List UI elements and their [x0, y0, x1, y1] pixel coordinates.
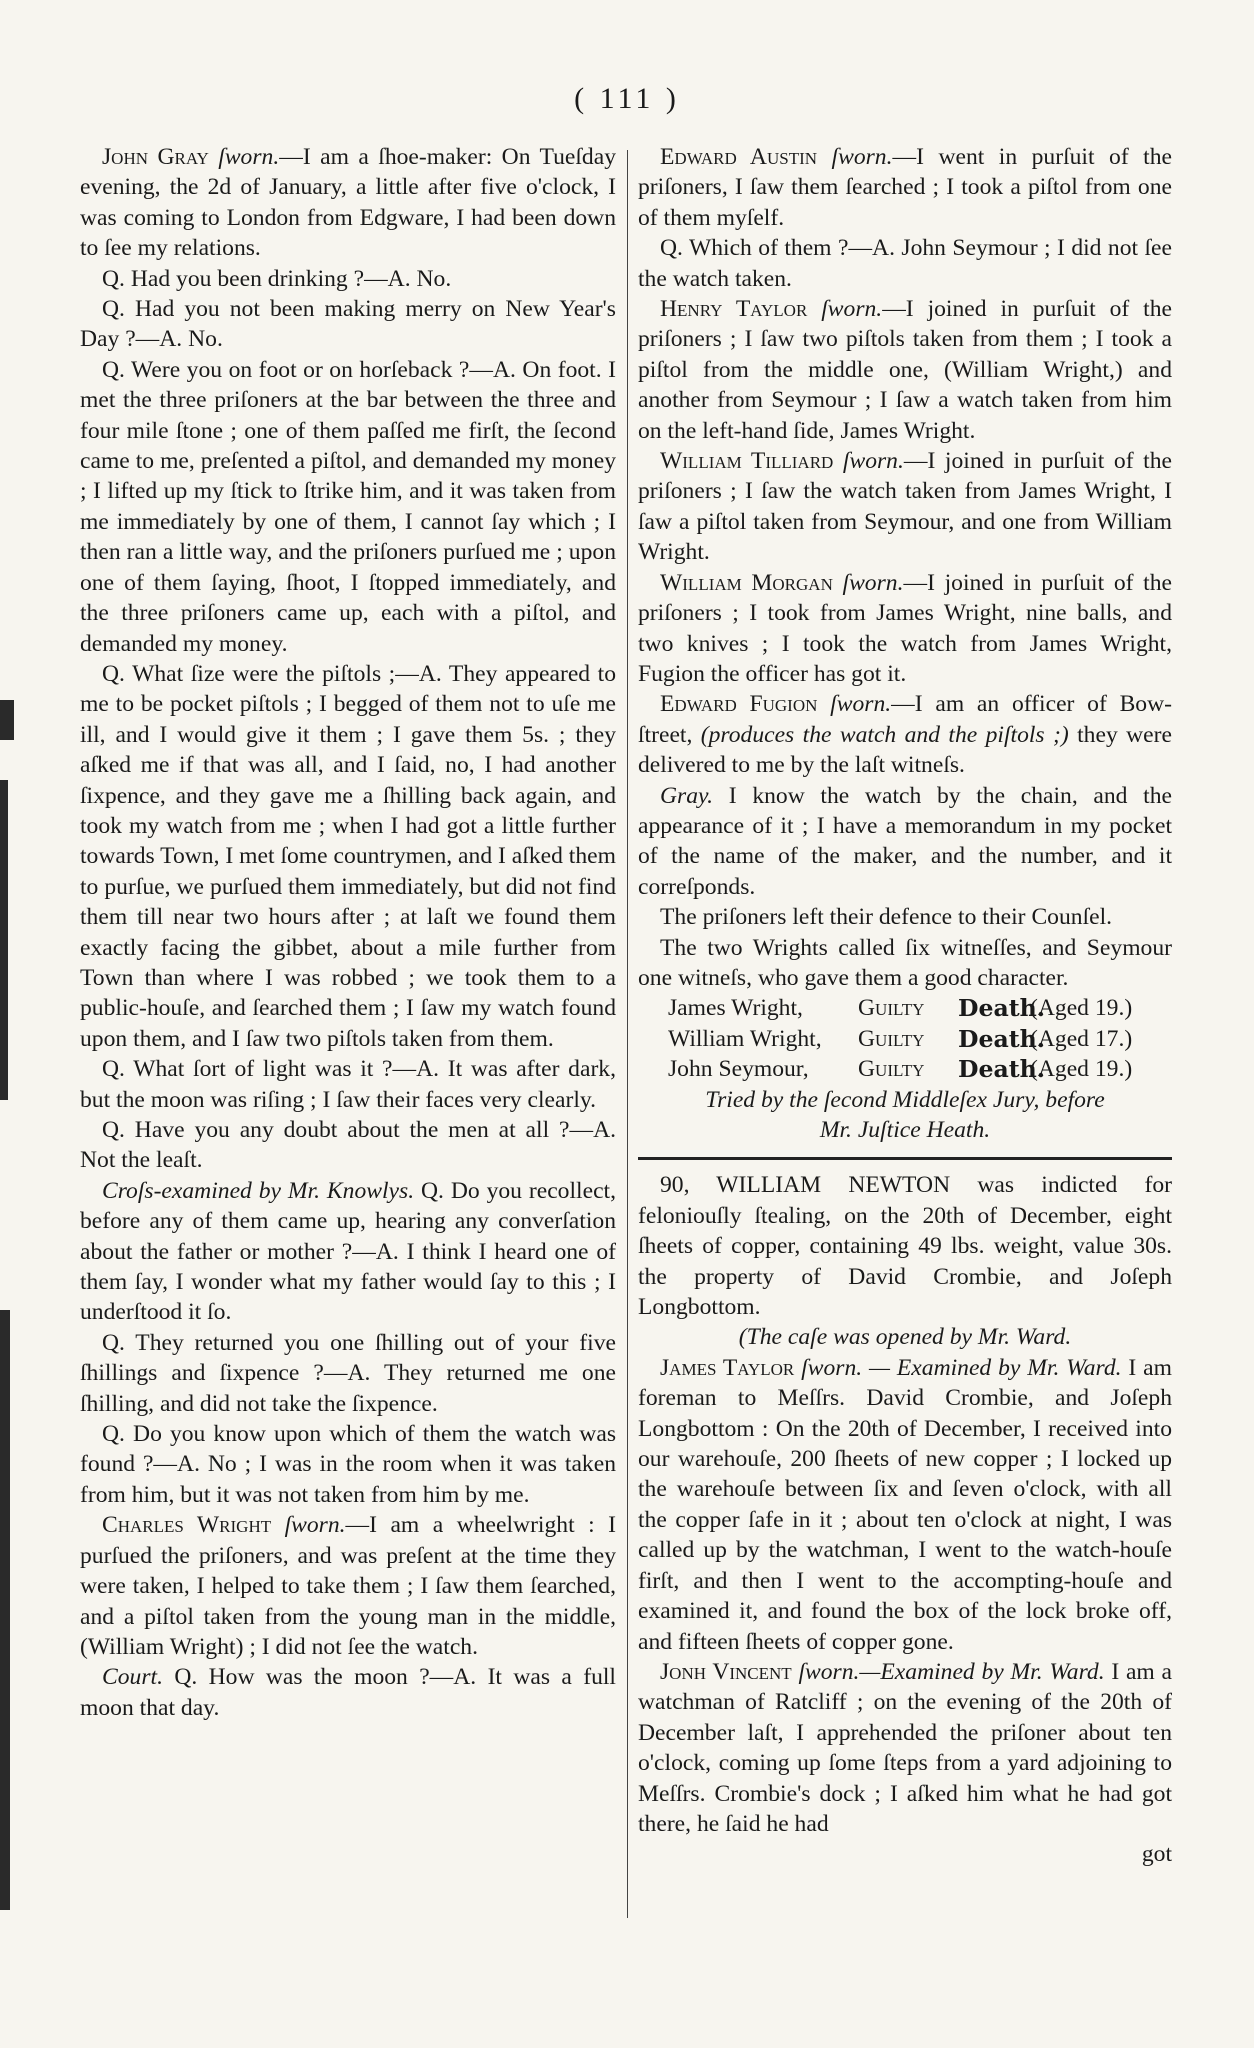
case-opened-note: (The caſe was opened by Mr. Ward. — [738, 1324, 1072, 1351]
testimony-paragraph: Q. Do you know upon which of them the watch was found ?—A. No ; I was in the room when it was taken from him, but it was not taken from him by me. — [80, 1421, 616, 1508]
prisoner-age: (Aged 17.) — [1030, 1025, 1133, 1052]
sentence-label: Death. — [958, 1055, 1046, 1084]
text-run: I am foreman to Meſſrs. David Crombie, and Joſeph Longbottom : On the 20th of December, I received into our warehouſe, 200 ſheets of new copper ; I locked up the warehouſe between ſix and ſeven o'clock, with all the copper ſafe in it ; about ten o'clock at night, I was called up by the watchman, I went to the watch-houſe firſt, and then I went to the accompting-houſe and examined it, and found the box of the lock broke off, and fifteen ſheets of copper gone. — [638, 1354, 1172, 1655]
text-run: William Morgan — [660, 569, 833, 596]
text-run: —I am an officer of Bow-ſtreet, — [638, 691, 1172, 748]
text-run: —I went in purſuit of the priſoners, I ſaw them ſearched ; I took a piſtol from one of them myſelf. — [638, 144, 1172, 231]
text-run — [817, 144, 832, 170]
verdict-row — [638, 1024, 1172, 1054]
prisoner-age: (Aged 19.) — [1030, 1056, 1133, 1083]
text-run: I am a watchman of Ratcliff ; on the evening of the 20th of December laſt, I apprehended the priſoner about ten o'clock, coming up ſome ſteps from a yard adjoining to Meſſrs. Crombie's dock ; I aſked him what he had got there, he ſaid he had — [638, 1658, 1172, 1837]
text-run — [807, 296, 821, 322]
text-run — [833, 448, 843, 474]
text-run: —I joined in purſuit of the priſoners ; I took from James Wright, nine balls, and two knives ; I took the watch from James Wright, Fugion the officer has got it. — [638, 569, 1172, 687]
text-run: ſworn. — [830, 691, 892, 718]
text-run: —I joined in purſuit of the priſoners ; I ſaw two piſtols taken from them ; I took a piſtol from the middle one, (William Wright,) and another from Seymour ; I ſaw a watch taken from him on the left-hand ſide, James Wright. — [638, 296, 1172, 444]
verdict-list — [638, 993, 1172, 1084]
verdict-label: Guilty — [858, 995, 925, 1022]
verdict-row — [638, 1054, 1172, 1084]
margin-mark — [0, 780, 8, 1100]
testimony-paragraph — [638, 142, 1172, 233]
jury-note: Tried by the ſecond Middleſex Jury, before — [705, 1086, 1105, 1113]
text-run: John Gray — [102, 144, 209, 170]
text-run: ſworn. — [218, 144, 280, 170]
text-run: Edward Austin — [660, 144, 818, 170]
testimony-paragraph — [80, 1176, 616, 1328]
prisoner-age: (Aged 19.) — [1030, 995, 1133, 1022]
testimony-paragraph: Q. They returned you one ſhilling out of your five ſhillings and ſixpence ?—A. They returned me one ſhilling, and did not take the ſixpence. — [80, 1329, 616, 1417]
sentence-label: Death. — [958, 1024, 1046, 1053]
text-run: ſworn.—Examined by Mr. Ward. — [798, 1658, 1105, 1685]
catchword: got — [1141, 1841, 1172, 1868]
testimony-paragraph — [80, 1510, 616, 1662]
text-run: Croſs-examined by Mr. Knowlys. — [102, 1177, 415, 1204]
text-run: ſworn. — [831, 144, 893, 170]
text-run: —I am a ſhoe-maker: On Tueſday evening, the 2d of January, a little after five o'clock, I was coming to London from Edgware, I had been down to ſee my relations. — [80, 144, 616, 262]
margin-mark — [0, 1310, 10, 1910]
text-run: Jonh Vincent — [660, 1658, 792, 1685]
testimony-paragraph: Q. What ſize were the piſtols ;—A. They appeared to me to be pocket piſtols ; I begged of them not to uſe me ill, and I would give it them ; I gave them 5s. ; they aſked me if that was all, and I ſaid, no, I had another ſixpence, and they gave me a ſhilling back again, and took my watch from me ; when I had got a little further towards Town, I met ſome countrymen, and I aſked them to purſue, we purſued them immediately, but did not find them till near two hours after ; at laſt we found them exactly facing the gibbet, about a mile further from Town than where I was robbed ; we took them to a public-houſe, and ſearched them ; I ſaw my watch found upon them, and I ſaw two piſtols taken from them. — [80, 660, 616, 1052]
text-run: Q. How was the moon ?—A. It was a full moon that day. — [80, 1664, 616, 1721]
prisoner-name: James Wright, — [668, 995, 803, 1022]
testimony-paragraph — [638, 568, 1172, 690]
testimony-paragraph — [638, 446, 1172, 568]
testimony-paragraph: Q. Were you on foot or on horſeback ?—A. On foot. I met the three priſoners at the bar between the three and four mile ſtone ; one of them paſſed me firſt, the ſecond came to me, preſented a piſtol, and demanded my money ; I lifted up my ſtick to ſtrike him, and it was taken from me immediately by one of them, I cannot ſay which ; I then ran a little way, and the priſoners purſued me ; upon one of them ſaying, ſhoot, I ſtopped immediately, and the three priſoners came up, each with a piſtol, and demanded my money. — [80, 356, 616, 657]
verdict-label: Guilty — [858, 1025, 925, 1052]
text-run: ſworn. — [842, 569, 904, 596]
judge-note: Mr. Juſtice Heath. — [819, 1117, 991, 1143]
prisoner-name: William Wright, — [668, 1025, 822, 1052]
testimony-paragraph: Q. Have you any doubt about the men at all ?—A. Not the leaſt. — [80, 1117, 616, 1174]
testimony-paragraph: Q. Had you been drinking ?—A. No. — [102, 265, 452, 292]
text-run: Henry Taylor — [660, 296, 808, 323]
text-run: Edward Fugion — [660, 691, 818, 718]
testimony-paragraph — [638, 1657, 1172, 1839]
right-column — [638, 142, 1172, 1870]
text-run: (produces the watch and the piſtols ;) — [700, 721, 1069, 748]
page-number: ( 111 ) — [574, 82, 680, 115]
verdict-row — [638, 993, 1172, 1023]
text-run: ſworn. — [842, 448, 904, 475]
testimony-paragraph: Q. Had you not been making merry on New Year's Day ?—A. No. — [80, 296, 616, 353]
testimony-paragraph — [80, 142, 616, 264]
text-run: Court. — [102, 1664, 163, 1691]
text-run: I know the watch by the chain, and the appearance of it ; I have a memorandum in my pocket of the name of the maker, and the number, and it correſponds. — [638, 782, 1172, 900]
testimony-paragraph — [638, 1353, 1172, 1657]
text-run: —I joined in purſuit of the priſoners ; I ſaw the watch taken from James Wright, I ſaw a piſtol taken from Seymour, and one from William Wright. — [638, 448, 1172, 566]
text-run: ſworn. — Examined by Mr. Ward. — [801, 1354, 1122, 1381]
testimony-paragraph — [638, 294, 1172, 446]
text-run — [209, 144, 218, 170]
text-run — [833, 570, 843, 596]
text-run: Charles Wright — [102, 1512, 272, 1539]
margin-mark — [0, 700, 14, 740]
testimony-paragraph: The priſoners left their defence to their Counſel. — [660, 904, 1113, 931]
text-run: James Taylor — [660, 1354, 795, 1381]
text-run — [271, 1512, 284, 1538]
column-divider — [627, 150, 628, 1918]
testimony-paragraph: Q. Which of them ?—A. John Seymour ; I did not ſee the watch taken. — [638, 235, 1172, 292]
testimony-paragraph — [638, 689, 1172, 780]
text-run: they were delivered to me by the laſt witneſs. — [638, 721, 1172, 779]
text-run: —I am a wheelwright : I purſued the priſoners, and was preſent at the time they were taken, I helped to take them ; I ſaw them ſearched, and a piſtol taken from the young man in the middle, (William Wright) ; I did not ſee the watch. — [80, 1512, 616, 1660]
indictment-paragraph: 90, WILLIAM NEWTON was indicted for feloniouſly ſtealing, on the 20th of December, eight ſheets of copper, containing 49 lbs. weight, value 30s. the property of David Crombie, and Joſeph Longbottom. — [638, 1172, 1172, 1321]
left-column — [80, 142, 616, 1723]
text-run: ſworn. — [284, 1512, 346, 1539]
prisoner-name: John Seymour, — [668, 1056, 809, 1083]
testimony-paragraph — [638, 781, 1172, 903]
verdict-label: Guilty — [858, 1056, 925, 1083]
text-run: Gray. — [660, 782, 714, 809]
section-rule — [638, 1157, 1172, 1160]
sentence-label: Death. — [958, 994, 1046, 1023]
text-run: Q. Do you recollect, before any of them came up, hearing any converſation about the father or mother ?—A. I think I heard one of them ſay, I wonder what my father would ſay to this ; I underſtood it ſo. — [80, 1177, 616, 1326]
testimony-paragraph: Q. What ſort of light was it ?—A. It was after dark, but the moon was riſing ; I ſaw their faces very clearly. — [80, 1056, 616, 1113]
text-run — [817, 691, 830, 717]
text-run: ſworn. — [821, 296, 883, 323]
testimony-paragraph — [80, 1662, 616, 1723]
text-run: William Tilliard — [660, 448, 834, 475]
testimony-paragraph: The two Wrights called ſix witneſſes, and Seymour one witneſs, who gave them a good character. — [638, 934, 1172, 991]
